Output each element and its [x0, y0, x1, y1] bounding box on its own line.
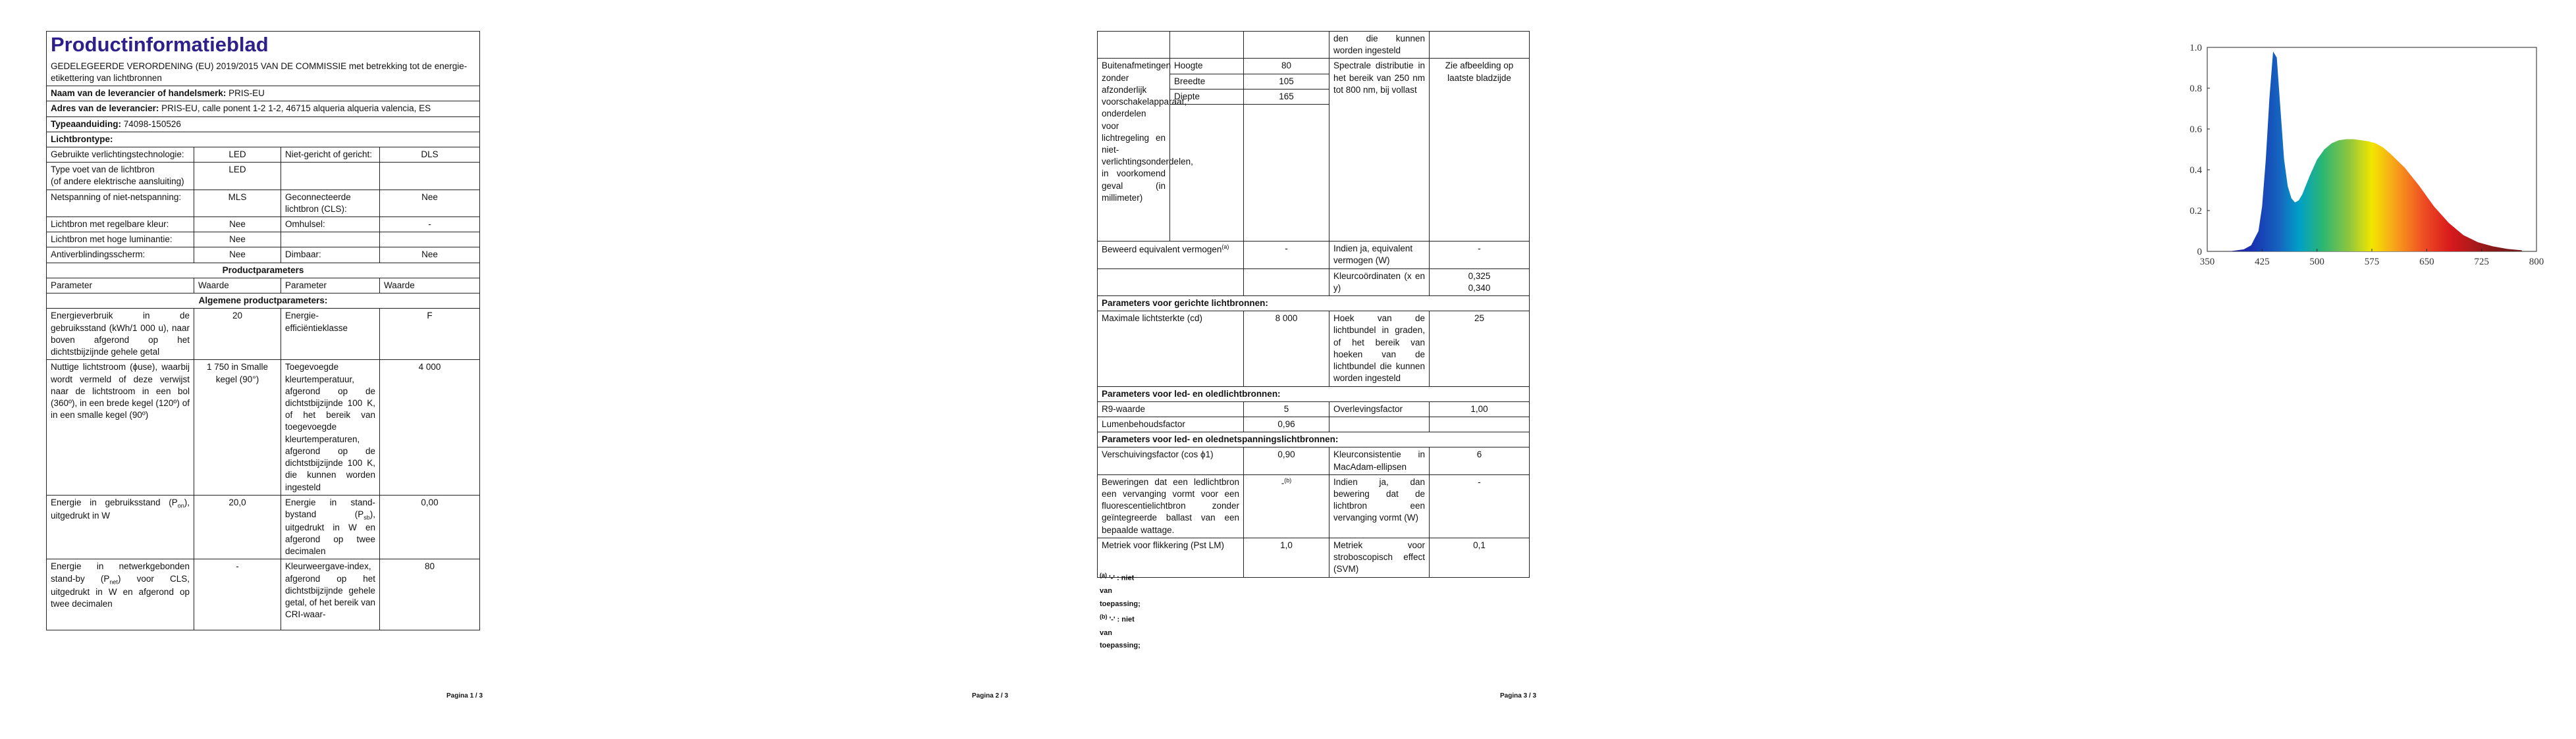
x-tick-label: 425	[2255, 257, 2270, 267]
chroma-label: Kleurcoördinaten (x en y)	[1329, 268, 1430, 295]
header-cell	[47, 32, 480, 86]
beam-label: Hoek van de lichtbundel in graden, of het bereik van hoeken van de lichtbundel die kunnen worden ingesteld	[1329, 311, 1430, 386]
replace-yes-label: Indien ja, dan bewering dat de lichtbron een vervanging vormt (W)	[1329, 474, 1430, 538]
spd-label: Spectrale distributie in het bereik van 250 nm tot 800 nm, bij vollast	[1329, 59, 1430, 242]
col-value-1: Waarde	[194, 278, 281, 293]
cct-value: 4 000	[380, 360, 480, 495]
spd-value: Zie afbeelding op laatste bladzijde	[1430, 59, 1530, 242]
x-tick-label: 500	[2309, 257, 2324, 267]
dims-label: Buitenafmetingen zonder afzonderlijk voorschakelapparaat, onderdelen voor lichtregeling en niet-verlichtingsonderdelen, in voorkomend geval (in millimeter)	[1098, 59, 1170, 242]
energy-label: Energieverbruik in de gebruiksstand (kWh/1 000 u), naar boven afgerond op het dichtstbijzijnde gehele getal	[47, 309, 194, 360]
y-tick-label: 0.4	[2189, 165, 2202, 176]
product-params-heading: Productparameters	[47, 263, 480, 278]
dim-label: Dimbaar:	[281, 247, 380, 263]
cri-label: Kleurweergave-index, afgerond op het dichtstbijzijnde gehele getal, of het bereik van CRI-waar-	[281, 559, 380, 630]
mains-value: MLS	[194, 190, 281, 217]
colour-value: Nee	[194, 217, 281, 232]
macadam-value: 6	[1430, 447, 1530, 474]
cap-sub: (of andere elektrische aansluiting)	[51, 176, 184, 187]
directional-heading: Parameters voor gerichte lichtbronnen:	[1098, 295, 1530, 311]
type-value: 74098-150526	[123, 118, 181, 129]
dim-value: Nee	[380, 247, 480, 263]
ledmains-heading: Parameters voor led- en olednetspanningslichtbronnen:	[1098, 432, 1530, 447]
pager-3: Pagina 3 / 3	[1500, 692, 1537, 700]
col-param-1: Parameter	[47, 278, 194, 293]
r9-label: R9-waarde	[1098, 401, 1244, 417]
r9-value: 5	[1244, 401, 1329, 417]
type-row	[47, 116, 480, 132]
regulation-text: GEDELEGEERDE VERORDENING (EU) 2019/2015 VAN DE COMMISSIE met betrekking tot de energie-etikettering van lichtbronnen	[51, 61, 468, 83]
supplier-value: PRIS-EU	[228, 88, 265, 99]
type-label: Typeaanduiding:	[51, 118, 121, 129]
survival-label: Overlevingsfactor	[1329, 401, 1430, 417]
svm-label: Metriek voor stroboscopisch effect (SVM)	[1329, 538, 1430, 577]
chroma-y: 0,340	[1468, 282, 1491, 293]
general-heading: Algemene productparameters:	[47, 293, 480, 309]
flicker-label: Metriek voor flikkering (Pst LM)	[1098, 538, 1244, 577]
spectral-chart	[2181, 39, 2576, 270]
equiv-value: -	[1430, 242, 1530, 268]
x-tick-label: 575	[2364, 257, 2380, 267]
depth-value: 165	[1244, 89, 1329, 104]
nondir-label: Niet-gericht of gericht:	[281, 147, 380, 162]
tech-value: LED	[194, 147, 281, 162]
x-tick-label: 800	[2529, 257, 2544, 267]
x-tick-label: 725	[2474, 257, 2489, 267]
cont-text: den die kunnen worden ingesteld	[1329, 32, 1430, 59]
cap-label: Type voet van de lichtbron	[51, 165, 155, 175]
depth-label: Diepte	[1170, 89, 1244, 104]
replace-value: -$^{(b)}$	[1244, 474, 1329, 538]
pnet-label: Energie in netwerkgebonden stand-by $(P_{net})$ voor CLS, uitgedrukt in W en afgerond op twee decimalen	[47, 559, 194, 630]
height-label: Hoogte	[1170, 59, 1244, 74]
page-2	[523, 0, 1514, 739]
pon-label: Energie in gebruiksstand $(P_{on})$, uitgedrukt in W	[47, 495, 194, 559]
y-tick-label: 0	[2197, 247, 2202, 257]
pager-2: Pagina 2 / 3	[972, 692, 1009, 700]
intensity-value: 8 000	[1244, 311, 1329, 386]
lighttype-label: Lichtbrontype:	[47, 132, 480, 147]
chroma-x: 0,325	[1468, 270, 1491, 281]
energy-value: 20	[194, 309, 281, 360]
mains-label: Netspanning of niet-netspanning:	[47, 190, 194, 217]
supplier-label: Naam van de leverancier of handelsmerk:	[51, 88, 227, 99]
supplier-row	[47, 86, 480, 101]
flux-label: Nuttige lichtstroom (ϕuse), waarbij wordt vermeld of deze verwijst naar de lichtstroom in een bol (360º), in een brede kegel (120º) of in een smalle kegel (90º)	[47, 360, 194, 495]
svm-value: 0,1	[1430, 538, 1530, 577]
equiv-label: Indien ja, equivalent vermogen (W)	[1329, 242, 1430, 268]
survival-value: 1,00	[1430, 401, 1530, 417]
eclass-value: F	[380, 309, 480, 360]
lum-label: Lichtbron met hoge luminantie:	[47, 232, 194, 247]
envelope-label: Omhulsel:	[281, 217, 380, 232]
page-1	[0, 0, 523, 739]
footnote-a: $^{(a)}$ '-' : niet van toepassing;	[1100, 572, 1140, 609]
psb-value: 0,00	[380, 495, 480, 559]
width-value: 105	[1244, 74, 1329, 89]
replace-yes-value: -	[1430, 474, 1530, 538]
claim-label: Beweerd equivalent vermogen$^{(a)}$	[1098, 242, 1244, 268]
page-3	[1046, 0, 2544, 739]
psb-label: Energie in stand-bystand $(P_{sb})$, uitgedrukt in W en afgerond op twee decimalen	[281, 495, 380, 559]
cct-label: Toegevoegde kleurtemperatuur, afgerond op de dichtstbijzijnde 100 K, of het bereik van toegevoegde kleurtemperaturen, afgerond op de dichtstbijzijnde 100 K, die kunnen worden ingesteld	[281, 360, 380, 495]
intensity-label: Maximale lichtsterkte (cd)	[1098, 311, 1244, 386]
macadam-label: Kleurconsistentie in MacAdam-ellipsen	[1329, 447, 1430, 474]
glare-value: Nee	[194, 247, 281, 263]
x-tick-label: 350	[2199, 257, 2215, 267]
address-value: PRIS-EU, calle ponent 1-2 1-2, 46715 alqueria alqueria valencia, ES	[161, 103, 431, 114]
cap-cell	[47, 163, 194, 190]
lumen-label: Lumenbehoudsfactor	[1098, 417, 1244, 432]
claim-value: -	[1244, 242, 1329, 268]
cap-value: LED	[194, 163, 281, 190]
footnote-b: $^{(b)}$ '-' : niet van toepassing;	[1100, 613, 1140, 650]
beam-value: 25	[1430, 311, 1530, 386]
col-param-2: Parameter	[281, 278, 380, 293]
spectrum-area	[2229, 51, 2522, 251]
pf-value: 0,90	[1244, 447, 1329, 474]
cls-value: Nee	[380, 190, 480, 217]
y-tick-label: 1.0	[2189, 43, 2202, 53]
pager-1: Pagina 1 / 3	[446, 692, 483, 700]
lumen-value: 0,96	[1244, 417, 1329, 432]
address-label: Adres van de leverancier:	[51, 103, 159, 114]
nondir-value: DLS	[380, 147, 480, 162]
x-tick-label: 650	[2419, 257, 2434, 267]
pnet-value: -	[194, 559, 281, 630]
cls-label: Geconnecteerde lichtbron (CLS):	[281, 190, 380, 217]
product-info-table	[46, 31, 480, 630]
flux-value: 1 750 in Smalle kegel (90°)	[194, 360, 281, 495]
replace-label: Beweringen dat een ledlichtbron een vervanging vormt voor een fluorescentielichtbron zonder geïntegreerde ballast van een bepaalde wattage.	[1098, 474, 1244, 538]
y-ticks	[2189, 43, 2210, 257]
eclass-label: Energie-efficiëntieklasse	[281, 309, 380, 360]
page-title: Productinformatieblad	[51, 33, 269, 56]
address-row	[47, 101, 480, 116]
width-label: Breedte	[1170, 74, 1244, 89]
envelope-value: -	[380, 217, 480, 232]
y-tick-label: 0.8	[2189, 84, 2202, 94]
y-tick-label: 0.6	[2189, 124, 2202, 135]
tech-label: Gebruikte verlichtingstechnologie:	[47, 147, 194, 162]
lum-value: Nee	[194, 232, 281, 247]
glare-label: Antiverblindingsscherm:	[47, 247, 194, 263]
height-value: 80	[1244, 59, 1329, 74]
flicker-value: 1,0	[1244, 538, 1329, 577]
y-tick-label: 0.2	[2189, 206, 2202, 217]
pf-label: Verschuivingsfactor (cos ϕ1)	[1098, 447, 1244, 474]
cri-value: 80	[380, 559, 480, 630]
col-value-2: Waarde	[380, 278, 480, 293]
led-heading: Parameters voor led- en oledlichtbronnen:	[1098, 386, 1530, 401]
pon-value: 20,0	[194, 495, 281, 559]
colour-label: Lichtbron met regelbare kleur:	[47, 217, 194, 232]
